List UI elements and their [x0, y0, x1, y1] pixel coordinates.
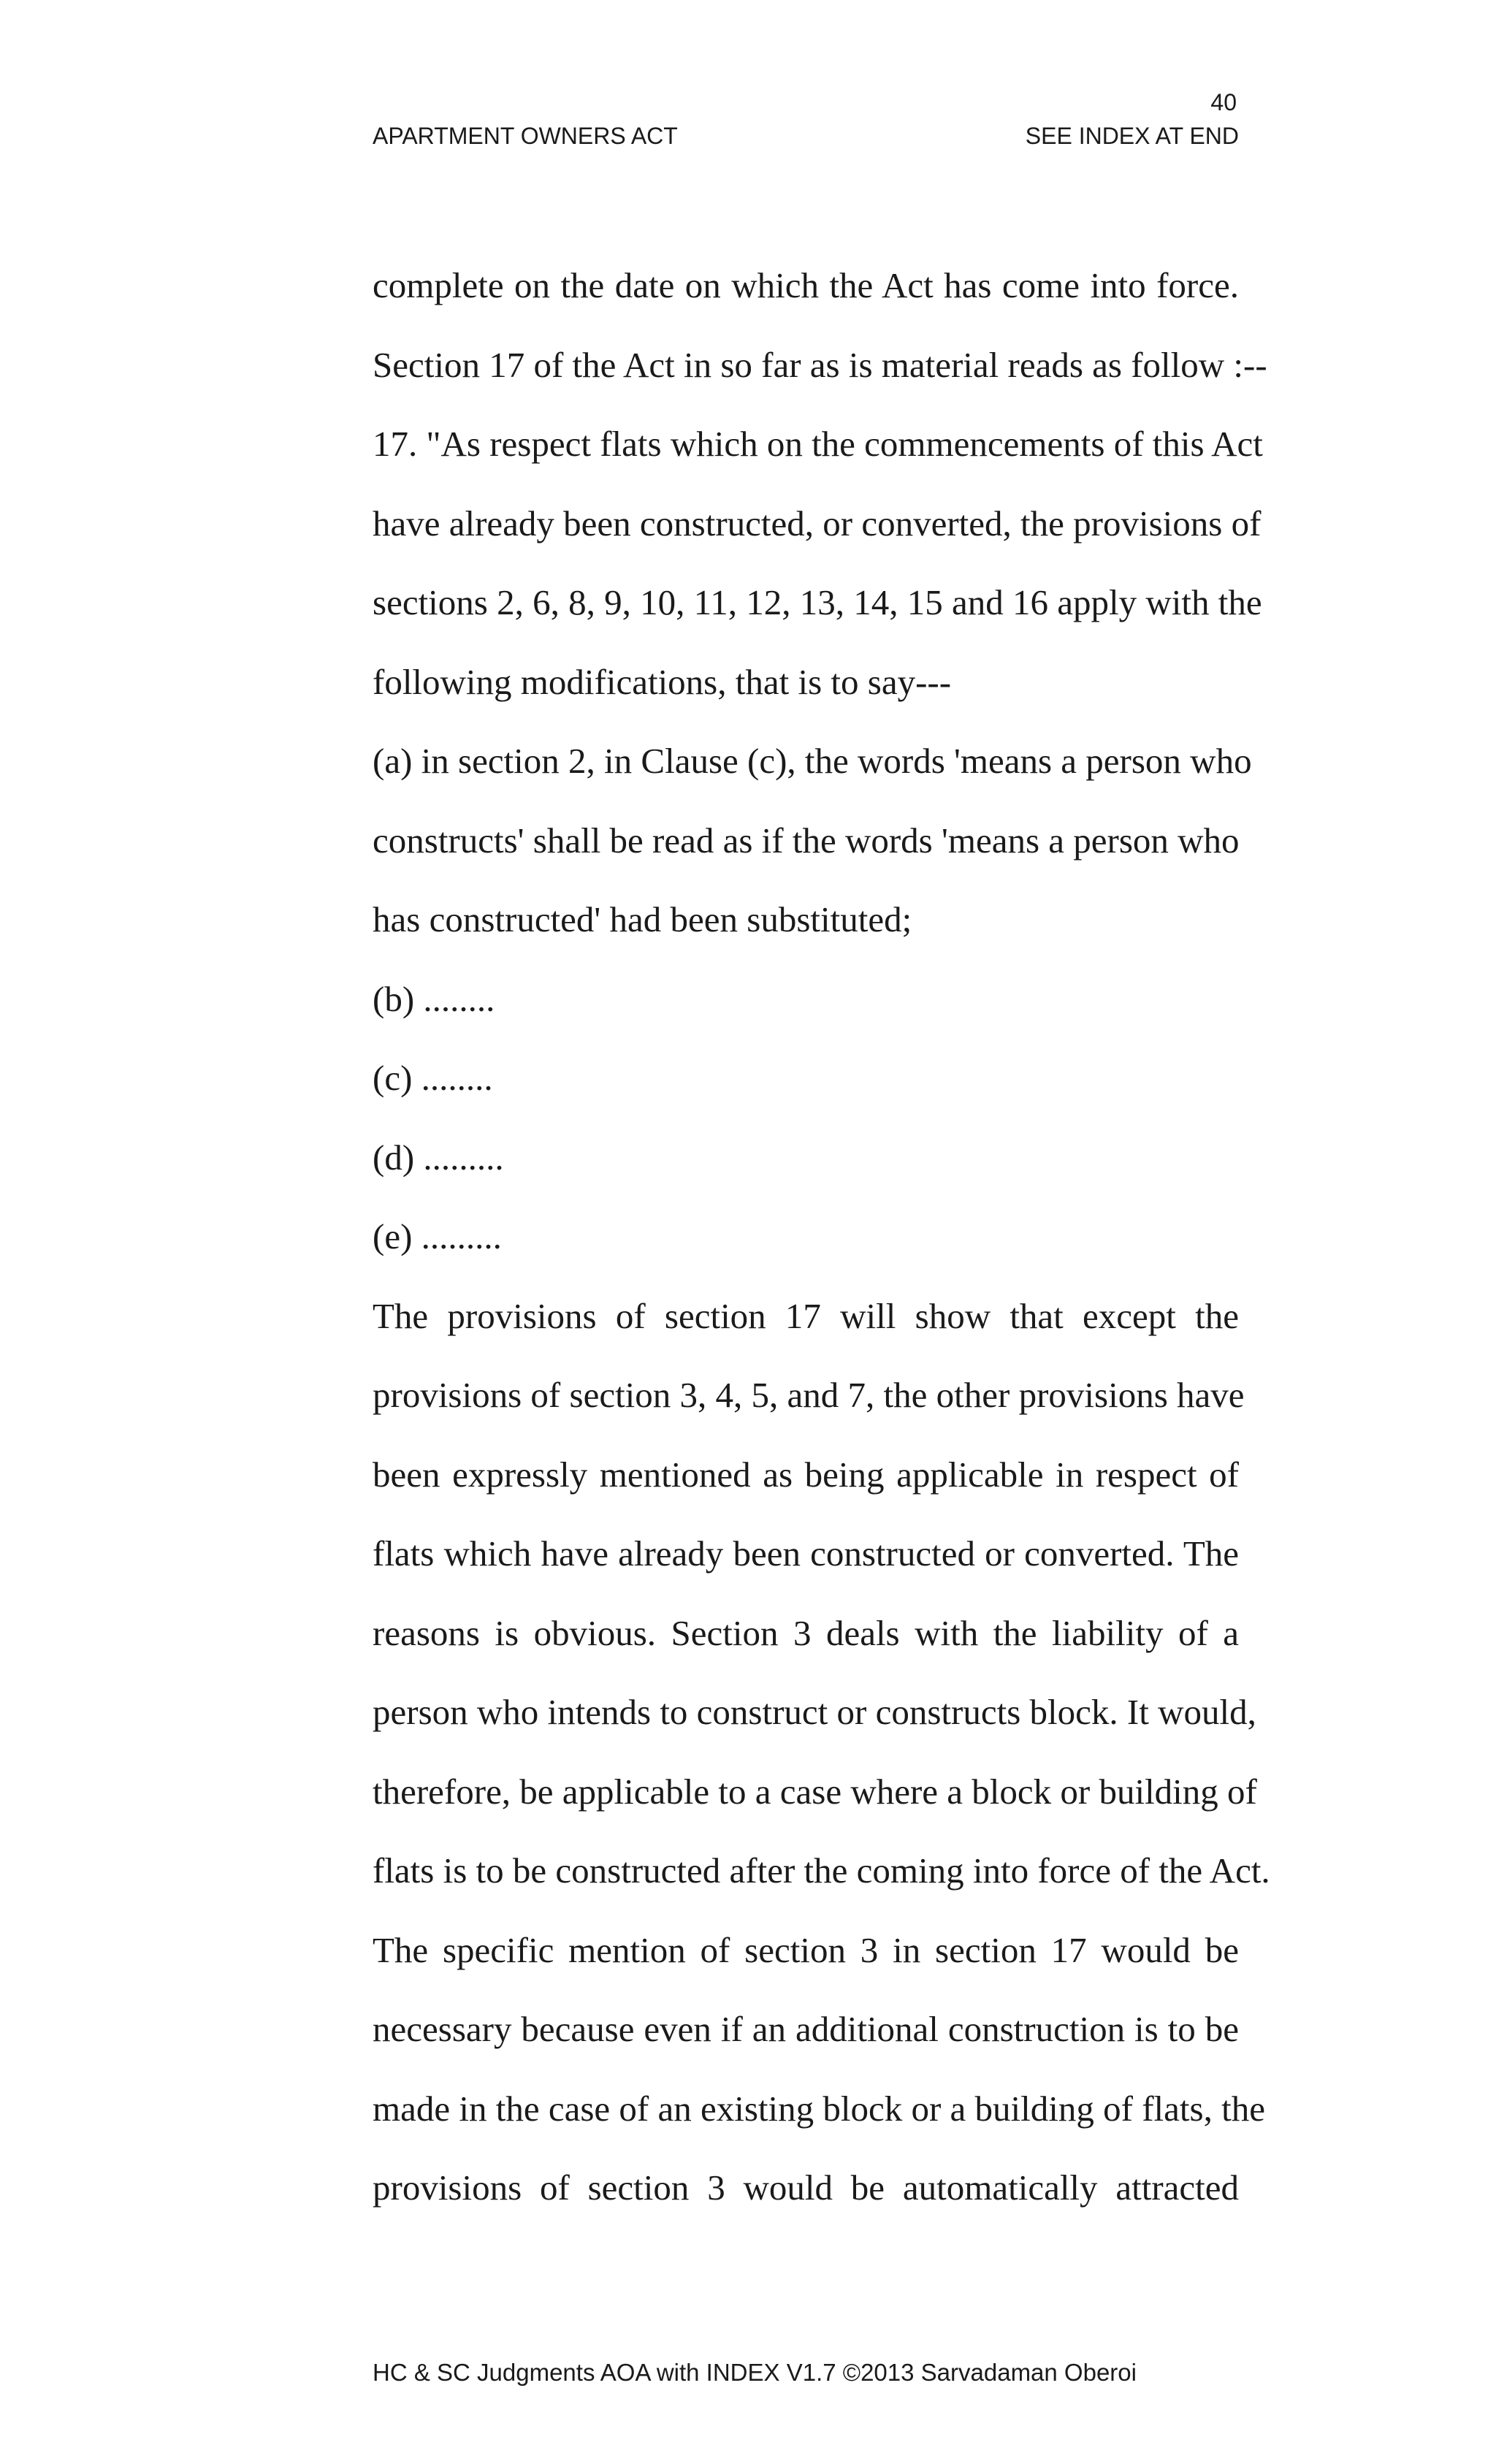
body-line: person who intends to construct or constructs block. It would,: [373, 1692, 1256, 1732]
header-title: APARTMENT OWNERS ACT: [373, 123, 678, 149]
body-line: The provisions of section 17 will show that except the: [373, 1295, 1239, 1336]
running-header: [373, 121, 1239, 150]
body-line: (d) .........: [373, 1137, 504, 1178]
body-line: sections 2, 6, 8, 9, 10, 11, 12, 13, 14, 15 and 16 apply with the: [373, 582, 1262, 622]
header-index-note: SEE INDEX AT END: [1025, 123, 1239, 149]
footer: HC & SC Judgments AOA with INDEX V1.7 ©2013 Sarvadaman Oberoi: [373, 2359, 1137, 2386]
body-line: (a) in section 2, in Clause (c), the words 'means a person who: [373, 741, 1252, 781]
body-line: constructs' shall be read as if the words 'means a person who: [373, 820, 1240, 861]
body-line: following modifications, that is to say---: [373, 661, 952, 702]
body-line: necessary because even if an additional construction is to be: [373, 2009, 1239, 2049]
body-line: therefore, be applicable to a case where a block or building of: [373, 1771, 1257, 1812]
body-line: (c) ........: [373, 1058, 493, 1098]
body-text: [373, 262, 1270, 2243]
body-line: (b) ........: [373, 978, 495, 1019]
body-line: Section 17 of the Act in so far as is material reads as follow :--: [373, 344, 1267, 385]
body-line: 17. "As respect flats which on the commencements of this Act: [373, 424, 1263, 464]
body-line: been expressly mentioned as being applicable in respect of: [373, 1454, 1239, 1495]
body-line: made in the case of an existing block or a building of flats, the: [373, 2088, 1265, 2129]
body-line: provisions of section 3 would be automatically attracted: [373, 2167, 1239, 2208]
body-line: has constructed' had been substituted;: [373, 899, 912, 939]
body-line: have already been constructed, or converted, the provisions of: [373, 503, 1262, 543]
body-line: provisions of section 3, 4, 5, and 7, the other provisions have: [373, 1375, 1245, 1415]
body-line: complete on the date on which the Act has come into force.: [373, 265, 1239, 305]
body-line: (e) .........: [373, 1216, 502, 1256]
body-line: reasons is obvious. Section 3 deals with the liability of a: [373, 1612, 1239, 1653]
body-line: flats which have already been constructed or converted. The: [373, 1533, 1239, 1574]
body-line: The specific mention of section 3 in section 17 would be: [373, 1929, 1239, 1970]
body-line: flats is to be constructed after the coming into force of the Act.: [373, 1850, 1270, 1891]
page-number: 40: [1210, 89, 1237, 115]
